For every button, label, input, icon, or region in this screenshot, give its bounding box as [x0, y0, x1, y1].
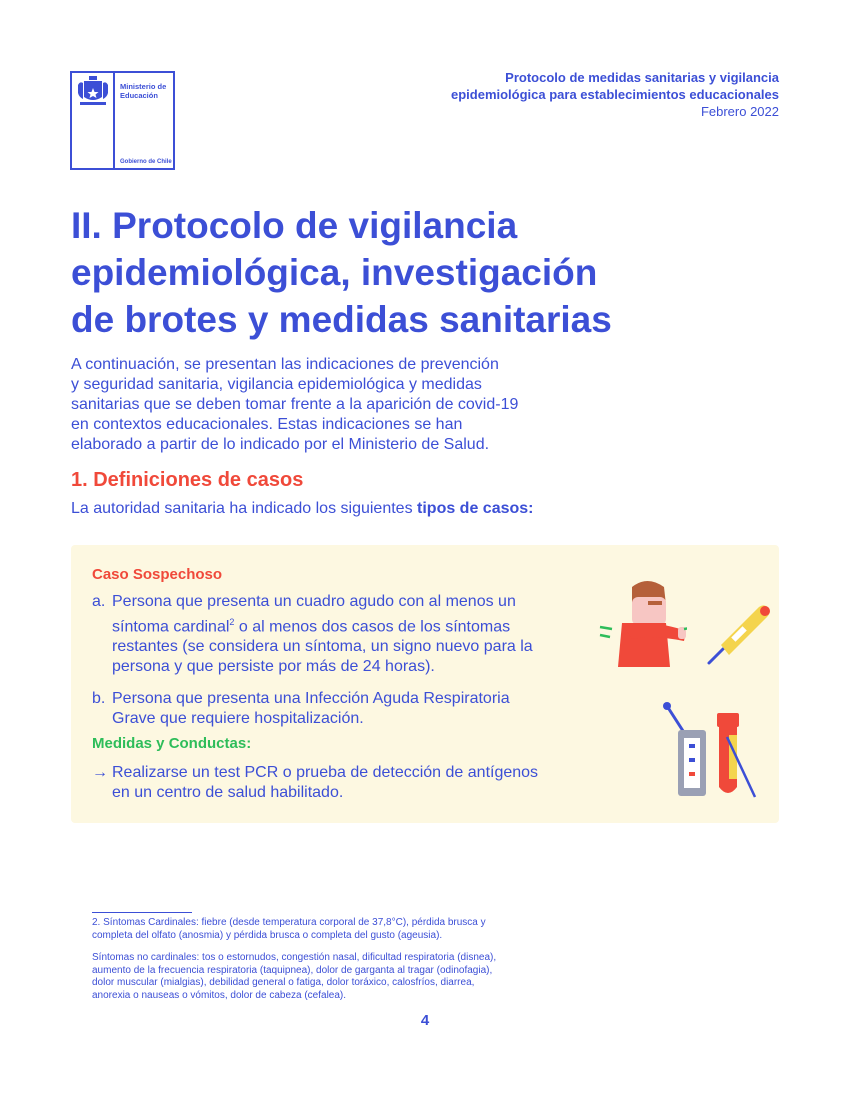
thermometer-icon	[703, 601, 773, 667]
sneezing-person-icon	[592, 575, 687, 670]
suspected-case-card	[71, 545, 779, 823]
page-number: 4	[420, 1012, 430, 1029]
intro-paragraph: A continuación, se presentan las indicaciones de prevención y seguridad sanitaria, vigilancia epidemiológica y medidas sanitarias que se deben tomar frente a la aparición de covid-19 en contextos educacionales. Estas indicaciones se han elaborado a partir de lo indicado por el Ministerio de Salud.	[71, 356, 519, 453]
footnote-cardinal: 2. Síntomas Cardinales: fiebre (desde temperatura corporal de 37,8°C), pérdida brusca y completa del olfato (anosmia) y pérdida brusca o completa del gusto (ageusia).	[92, 917, 486, 941]
footnote-separator	[92, 912, 192, 913]
list-item: b. Persona que presenta una Infección Aguda Respiratoria Grave que requiere hospitalización.	[92, 690, 510, 728]
document-header	[451, 69, 779, 120]
ministry-name: Ministerio de Educación	[120, 82, 167, 100]
header-line-2: epidemiológica para establecimientos educacionales	[450, 87, 779, 102]
logo-divider	[113, 73, 115, 170]
case-criteria-list	[92, 592, 582, 741]
ministry-logo	[70, 71, 175, 170]
list-item: a. Persona que presenta un cuadro agudo con al menos un síntoma cardinal$^2$ o al menos dos casos de los síntomas restantes (se considera un síntoma, un signo nuevo para la persona y que persiste por más de 24 horas).	[92, 593, 533, 676]
government-label: Gobierno de Chile	[120, 159, 172, 165]
header-line-1: Protocolo de medidas sanitarias y vigilancia	[505, 70, 779, 85]
antigen-test-icon	[661, 700, 711, 800]
page-title: II. Protocolo de vigilancia epidemiológica, investigación de brotes y medidas sanitarias	[71, 205, 612, 340]
header-date: Febrero 2022	[700, 104, 779, 119]
suspected-case-title: Caso Sospechoso	[92, 566, 223, 583]
chile-coat-of-arms-icon	[72, 73, 114, 113]
test-tube-icon	[711, 711, 759, 803]
arrow-right-icon: →	[92, 764, 108, 781]
section-subtitle: La autoridad sanitaria ha indicado los siguientes tipos de casos:	[71, 500, 534, 517]
footnote-ref: 2	[229, 617, 235, 627]
footnote-non-cardinal: Síntomas no cardinales: tos o estornudos, congestión nasal, dificultad respiratoria (disnea), aumento de la frecuencia respiratoria (taquipnea), dolor de garganta al tragar (odinofagia), dolor muscular (mialgias), debilidad general o fatiga, dolor toráxico, calosfríos, diarrea, anorexia o nauseas o vómitos, dolor de cabeza (cefalea).	[92, 952, 497, 1001]
measures-title: Medidas y Conductas:	[92, 735, 252, 752]
section-heading: 1. Definiciones de casos	[71, 469, 304, 491]
measure-item: → Realizarse un test PCR o prueba de detección de antígenos en un centro de salud habilitado.	[92, 764, 539, 801]
